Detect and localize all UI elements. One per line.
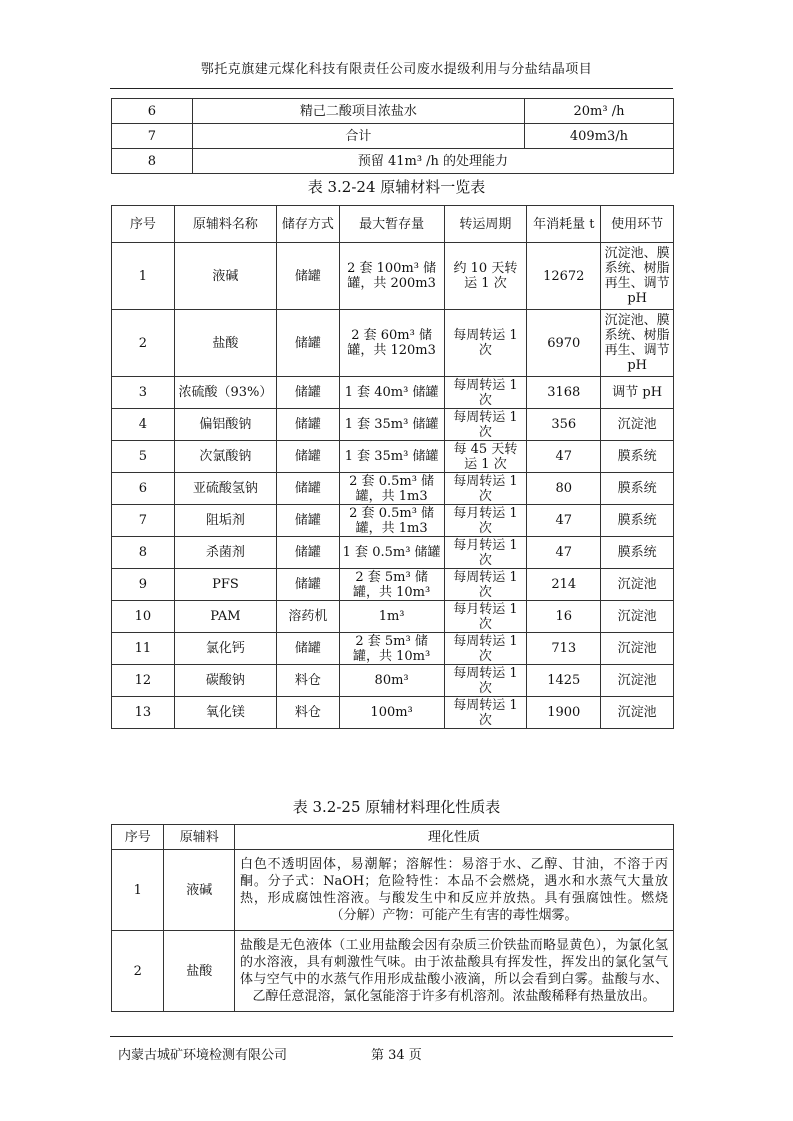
max-storage: 2 套 0.5m³ 储罐，共 1m3 — [339, 473, 444, 505]
row-name: 预留 41m³ /h 的处理能力 — [192, 149, 673, 174]
transfer-cycle: 每周转运 1 次 — [444, 409, 526, 441]
usage-stage: 膜系统 — [601, 473, 674, 505]
footer-rule — [110, 1036, 673, 1037]
transfer-cycle: 每周转运 1 次 — [444, 697, 526, 729]
storage-method: 储罐 — [277, 243, 339, 310]
header-rule — [110, 88, 673, 89]
usage-stage: 膜系统 — [601, 441, 674, 473]
annual-consumption: 80 — [527, 473, 601, 505]
row-no: 13 — [112, 697, 175, 729]
properties-table — [111, 824, 674, 1012]
page-number: 第 34 页 — [371, 1048, 422, 1063]
col-header: 理化性质 — [235, 825, 674, 850]
col-header: 最大暂存量 — [339, 206, 444, 243]
usage-stage: 沉淀池 — [601, 569, 674, 601]
material-name: 液碱 — [174, 243, 277, 310]
material-name: 亚硫酸氢钠 — [174, 473, 277, 505]
material-name: 碳酸钠 — [174, 665, 277, 697]
row-no: 10 — [112, 601, 175, 633]
usage-stage: 沉淀池 — [601, 665, 674, 697]
table-row — [112, 665, 674, 697]
col-header: 序号 — [112, 825, 164, 850]
transfer-cycle: 每周转运 1 次 — [444, 665, 526, 697]
row-no: 1 — [112, 243, 175, 310]
transfer-cycle: 每月转运 1 次 — [444, 601, 526, 633]
max-storage: 1 套 35m³ 储罐 — [339, 409, 444, 441]
usage-stage: 沉淀池 — [601, 633, 674, 665]
material-name: 杀菌剂 — [174, 537, 277, 569]
transfer-cycle: 每周转运 1 次 — [444, 377, 526, 409]
material-name: 浓硫酸（93%） — [174, 377, 277, 409]
transfer-cycle: 每周转运 1 次 — [444, 310, 526, 377]
usage-stage: 沉淀池 — [601, 409, 674, 441]
material-name: 盐酸 — [174, 310, 277, 377]
row-no: 6 — [112, 99, 193, 124]
row-no: 8 — [112, 537, 175, 569]
max-storage: 2 套 0.5m³ 储罐，共 1m3 — [339, 505, 444, 537]
usage-stage: 膜系统 — [601, 537, 674, 569]
inflow-table-continued — [111, 98, 674, 174]
annual-consumption: 713 — [527, 633, 601, 665]
table-row — [112, 850, 674, 931]
storage-method: 储罐 — [277, 409, 339, 441]
table-row — [112, 505, 674, 537]
material-name: 偏铝酸钠 — [174, 409, 277, 441]
table-row — [112, 377, 674, 409]
row-no: 11 — [112, 633, 175, 665]
row-value: 409m3/h — [524, 124, 673, 149]
row-name: 液碱 — [164, 850, 235, 931]
material-name: 氧化镁 — [174, 697, 277, 729]
row-no: 6 — [112, 473, 175, 505]
transfer-cycle: 每 45 天转运 1 次 — [444, 441, 526, 473]
table-header-row — [112, 206, 674, 243]
raw-materials-body — [112, 243, 674, 729]
table-row — [112, 243, 674, 310]
table-row — [112, 99, 674, 124]
row-name: 合计 — [192, 124, 524, 149]
table-header-row — [112, 825, 674, 850]
annual-consumption: 6970 — [527, 310, 601, 377]
footer-company: 内蒙古城矿环境检测有限公司 — [118, 1048, 288, 1063]
table-row — [112, 473, 674, 505]
annual-consumption: 3168 — [527, 377, 601, 409]
col-header: 年消耗量 t — [527, 206, 601, 243]
row-no: 8 — [112, 149, 193, 174]
annual-consumption: 47 — [527, 441, 601, 473]
table-row — [112, 149, 674, 174]
storage-method: 料仓 — [277, 665, 339, 697]
max-storage: 100m³ — [339, 697, 444, 729]
row-name: 精己二酸项目浓盐水 — [192, 99, 524, 124]
max-storage: 1 套 40m³ 储罐 — [339, 377, 444, 409]
usage-stage: 沉淀池、膜系统、树脂再生、调节 pH — [601, 243, 674, 310]
table-row — [112, 569, 674, 601]
col-header: 序号 — [112, 206, 175, 243]
transfer-cycle: 每周转运 1 次 — [444, 633, 526, 665]
storage-method: 储罐 — [277, 537, 339, 569]
annual-consumption: 214 — [527, 569, 601, 601]
material-name: 次氯酸钠 — [174, 441, 277, 473]
col-header: 原辅料名称 — [174, 206, 277, 243]
row-value: 20m³ /h — [524, 99, 673, 124]
table-caption: 表 3.2-25 原辅材料理化性质表 — [292, 798, 501, 816]
storage-method: 储罐 — [277, 505, 339, 537]
max-storage: 1 套 35m³ 储罐 — [339, 441, 444, 473]
table-row — [112, 601, 674, 633]
table-row — [112, 697, 674, 729]
max-storage: 2 套 100m³ 储罐，共 200m3 — [339, 243, 444, 310]
annual-consumption: 1425 — [527, 665, 601, 697]
storage-method: 储罐 — [277, 377, 339, 409]
usage-stage: 膜系统 — [601, 505, 674, 537]
raw-materials-table — [111, 205, 674, 729]
table-row — [112, 931, 674, 1012]
row-no: 1 — [112, 850, 164, 931]
row-properties: 白色不透明固体，易潮解；溶解性：易溶于水、乙醇、甘油，不溶于丙酮。分子式：NaOH；危险特性：本品不会燃烧，遇水和水蒸气大量放热，形成腐蚀性溶液。与酸发生中和反应并放热。具有强腐蚀性。燃烧（分解）产物：可能产生有害的毒性烟雾。 — [235, 850, 674, 931]
table-row — [112, 537, 674, 569]
table-caption: 表 3.2-24 原辅材料一览表 — [307, 178, 486, 196]
table-row — [112, 441, 674, 473]
storage-method: 储罐 — [277, 633, 339, 665]
page-header: 鄂托克旗建元煤化科技有限责任公司废水提级利用与分盐结晶项目 — [200, 62, 593, 77]
row-no: 2 — [112, 931, 164, 1012]
storage-method: 溶药机 — [277, 601, 339, 633]
transfer-cycle: 每周转运 1 次 — [444, 473, 526, 505]
transfer-cycle: 每周转运 1 次 — [444, 569, 526, 601]
table-row — [112, 409, 674, 441]
max-storage: 1 套 0.5m³ 储罐 — [339, 537, 444, 569]
col-header: 使用环节 — [601, 206, 674, 243]
max-storage: 2 套 5m³ 储罐，共 10m³ — [339, 633, 444, 665]
usage-stage: 沉淀池、膜系统、树脂再生、调节 pH — [601, 310, 674, 377]
storage-method: 储罐 — [277, 569, 339, 601]
row-no: 7 — [112, 505, 175, 537]
row-name: 盐酸 — [164, 931, 235, 1012]
max-storage: 1m³ — [339, 601, 444, 633]
table-row — [112, 310, 674, 377]
table-row — [112, 124, 674, 149]
table-row — [112, 633, 674, 665]
annual-consumption: 356 — [527, 409, 601, 441]
material-name: PAM — [174, 601, 277, 633]
material-name: 氯化钙 — [174, 633, 277, 665]
col-header: 储存方式 — [277, 206, 339, 243]
row-properties: 盐酸是无色液体（工业用盐酸会因有杂质三价铁盐而略显黄色），为氯化氢的水溶液，具有刺激性气味。由于浓盐酸具有挥发性，挥发出的氯化氢气体与空气中的水蒸气作用形成盐酸小液滴，所以会看到白雾。盐酸与水、乙醇任意混溶，氯化氢能溶于许多有机溶剂。浓盐酸稀释有热量放出。 — [235, 931, 674, 1012]
row-no: 2 — [112, 310, 175, 377]
usage-stage: 沉淀池 — [601, 601, 674, 633]
annual-consumption: 47 — [527, 537, 601, 569]
col-header: 转运周期 — [444, 206, 526, 243]
row-no: 5 — [112, 441, 175, 473]
row-no: 7 — [112, 124, 193, 149]
col-header: 原辅料 — [164, 825, 235, 850]
storage-method: 储罐 — [277, 473, 339, 505]
usage-stage: 调节 pH — [601, 377, 674, 409]
usage-stage: 沉淀池 — [601, 697, 674, 729]
storage-method: 储罐 — [277, 441, 339, 473]
row-no: 3 — [112, 377, 175, 409]
row-no: 12 — [112, 665, 175, 697]
annual-consumption: 47 — [527, 505, 601, 537]
transfer-cycle: 约 10 天转运 1 次 — [444, 243, 526, 310]
transfer-cycle: 每月转运 1 次 — [444, 537, 526, 569]
storage-method: 料仓 — [277, 697, 339, 729]
row-no: 4 — [112, 409, 175, 441]
annual-consumption: 16 — [527, 601, 601, 633]
material-name: 阻垢剂 — [174, 505, 277, 537]
annual-consumption: 12672 — [527, 243, 601, 310]
annual-consumption: 1900 — [527, 697, 601, 729]
material-name: PFS — [174, 569, 277, 601]
max-storage: 2 套 60m³ 储罐，共 120m3 — [339, 310, 444, 377]
row-no: 9 — [112, 569, 175, 601]
max-storage: 80m³ — [339, 665, 444, 697]
max-storage: 2 套 5m³ 储罐，共 10m³ — [339, 569, 444, 601]
transfer-cycle: 每月转运 1 次 — [444, 505, 526, 537]
storage-method: 储罐 — [277, 310, 339, 377]
